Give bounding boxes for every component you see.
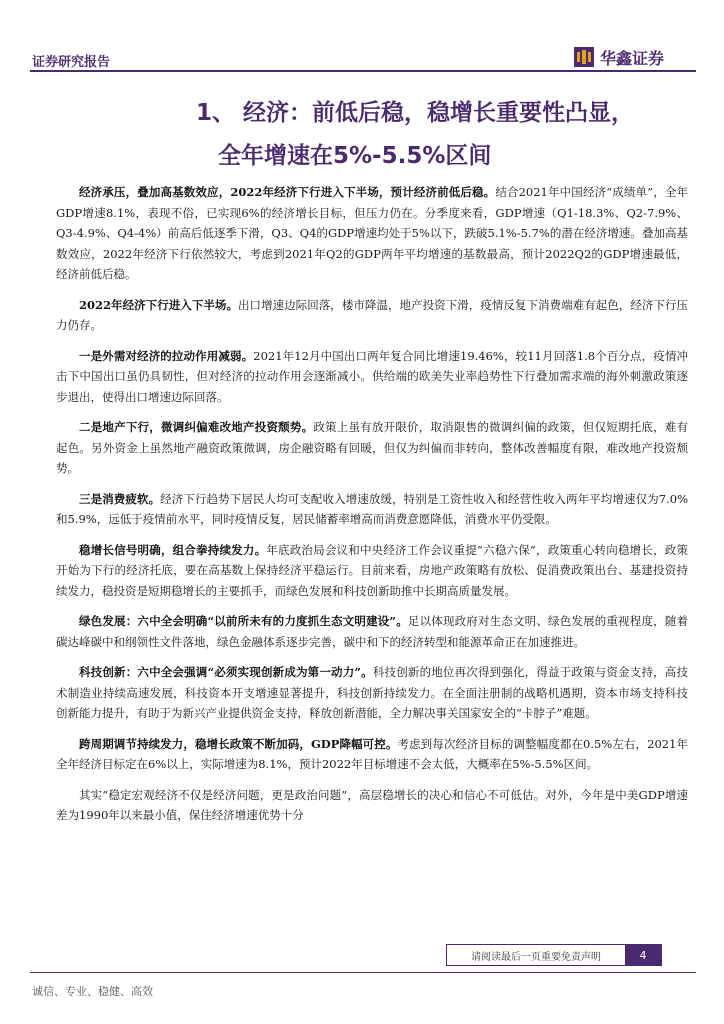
logo-mark-icon xyxy=(574,47,594,67)
paragraph-body: 2021年12月中国出口两年复合同比增速19.46%，较11月回落1.8个百分点，疫情冲击下中国出口虽仍具韧性，但对经济的拉动作用会逐渐减小。供给端的欧美失业率趋势性下行叠加需求端的海外刺激政策逐步退出，使得出口增速边际回落。 xyxy=(56,348,689,404)
paragraph-lead: 科技创新：六中全会强调“必须实现创新成为第一动力”。 xyxy=(79,665,373,679)
body-content xyxy=(56,182,688,836)
footer-disclaimer-box xyxy=(446,944,662,966)
paragraph xyxy=(56,734,688,775)
report-type-label: 证券研究报告 xyxy=(32,55,111,70)
paragraph-lead: 一是外需对经济的拉动作用减弱。 xyxy=(79,348,254,363)
paragraph-lead: 三是消费疲软。 xyxy=(79,491,161,506)
footer-slogan: 诚信、专业、稳健、高效 xyxy=(32,985,153,998)
paragraph-body: 出口增速边际回落，楼市降温，地产投资下滑，疫情反复下消费端难有起色，经济下行压力仍存。 xyxy=(56,297,688,332)
page-number: 4 xyxy=(625,945,661,965)
paragraph-body: 经济下行趋势下居民人均可支配收入增速放缓，特别是工资性收入和经营性收入两年平均增速仅为7.0%和5.9%，远低于疫情前水平，同时疫情反复，居民储蓄率增高而消费意愿降低，消费水平仍受限。 xyxy=(56,491,688,526)
paragraph xyxy=(56,540,688,602)
paragraph xyxy=(56,295,688,336)
paragraph-body: 科技创新的地位再次得到强化，得益于政策与资金支持，高技术制造业持续高速发展，科技资本开支增速显著提升，科技创新持续发力。在全面注册制的战略机遇期，资本市场支持科技创新能力提升，有助于为新兴产业提供资金支持，释放创新潜能，全力解决事关国家安全的“卡脖子”难题。 xyxy=(56,665,688,720)
paragraph xyxy=(56,662,688,724)
paragraph xyxy=(56,346,688,408)
section-title-line1: 1、 经济：前低后稳，稳增长重要性凸显， xyxy=(196,100,635,126)
paragraph xyxy=(56,182,688,285)
company-logo xyxy=(574,44,664,70)
footer-divider xyxy=(30,972,696,973)
paragraph-body: 结合2021年中国经济“成绩单”，全年GDP增速8.1%，表现不俗，已实现6%的经济增长目标，但压力仍在。分季度来看，GDP增速（Q1-18.3%、Q2-7.9%、Q3-4.9%、Q4-4%）前高后低逐季下滑，Q3、Q4的GDP增速均处于5%以下，跌破5.1%-5.7%的潜在经济增速。叠加高基数效应，2022年经济下行依然较大，考虑到2021年Q2的GDP两年平均增速的基数最高，预计2022Q2的GDP增速最低，经济前低后稳。 xyxy=(56,185,688,281)
paragraph-body: 年底政治局会议和中央经济工作会议重提“六稳六保”，政策重心转向稳增长，政策开始为下行的经济托底，要在高基数上保持经济平稳运行。目前来看，房地产政策略有放松、促消费政策出台、基建投资持续发力，稳投资是短期稳增长的主要抓手，而绿色发展和科技创新助推中长期高质量发展。 xyxy=(56,542,688,598)
disclaimer-note: 请阅读最后一页重要免责声明 xyxy=(471,951,601,963)
logo-text: 华鑫证券 xyxy=(600,48,665,68)
paragraph-body: 其实“稳定宏观经济不仅是经济问题，更是政治问题”，高层稳增长的决心和信心不可低估。对外，今年是中美GDP增速差为1990年以来最小值，保住经济增速优势十分 xyxy=(56,787,688,822)
paragraph xyxy=(56,785,688,826)
paragraph-body: 考虑到每次经济目标的调整幅度都在0.5%左右，2021年全年经济目标定在6%以上，实际增速为8.1%，预计2022年目标增速不会太低，大概率在5%-5.5%区间。 xyxy=(56,736,688,771)
section-title xyxy=(196,92,676,178)
paragraph xyxy=(56,489,688,530)
paragraph-lead: 跨周期调节持续发力，稳增长政策不断加码，GDP降幅可控。 xyxy=(79,736,398,751)
paragraph xyxy=(56,417,688,479)
paragraph-lead: 经济承压，叠加高基数效应，2022年经济下行进入下半场，预计经济前低后稳。 xyxy=(79,185,496,199)
paragraph-body: 政策上虽有放开限价，取消限售的微调纠偏的政策，但仅短期托底，难有起色。另外资金上虽然地产融资政策微调，房企融资略有回暖，但仅为纠偏而非转向，整体改善幅度有限，难改地产投资颓势。 xyxy=(56,420,688,475)
header-divider xyxy=(30,70,696,72)
paragraph-lead: 稳增长信号明确，组合拳持续发力。 xyxy=(79,542,267,557)
paragraph-body: 足以体现政府对生态文明、绿色发展的重视程度，随着碳达峰碳中和纲领性文件落地，绿色金融体系逐步完善，碳中和下的经济转型和能源革命正在加速推进。 xyxy=(56,614,689,649)
paragraph-lead: 2022年经济下行进入下半场。 xyxy=(79,297,238,312)
paragraph-lead: 二是地产下行，微调纠偏难改地产投资颓势。 xyxy=(79,420,314,434)
section-title-line2: 全年增速在5%-5.5%区间 xyxy=(218,143,492,169)
paragraph-lead: 绿色发展：六中全会明确“以前所未有的力度抓生态文明建设”。 xyxy=(79,614,408,628)
paragraph xyxy=(56,611,688,652)
